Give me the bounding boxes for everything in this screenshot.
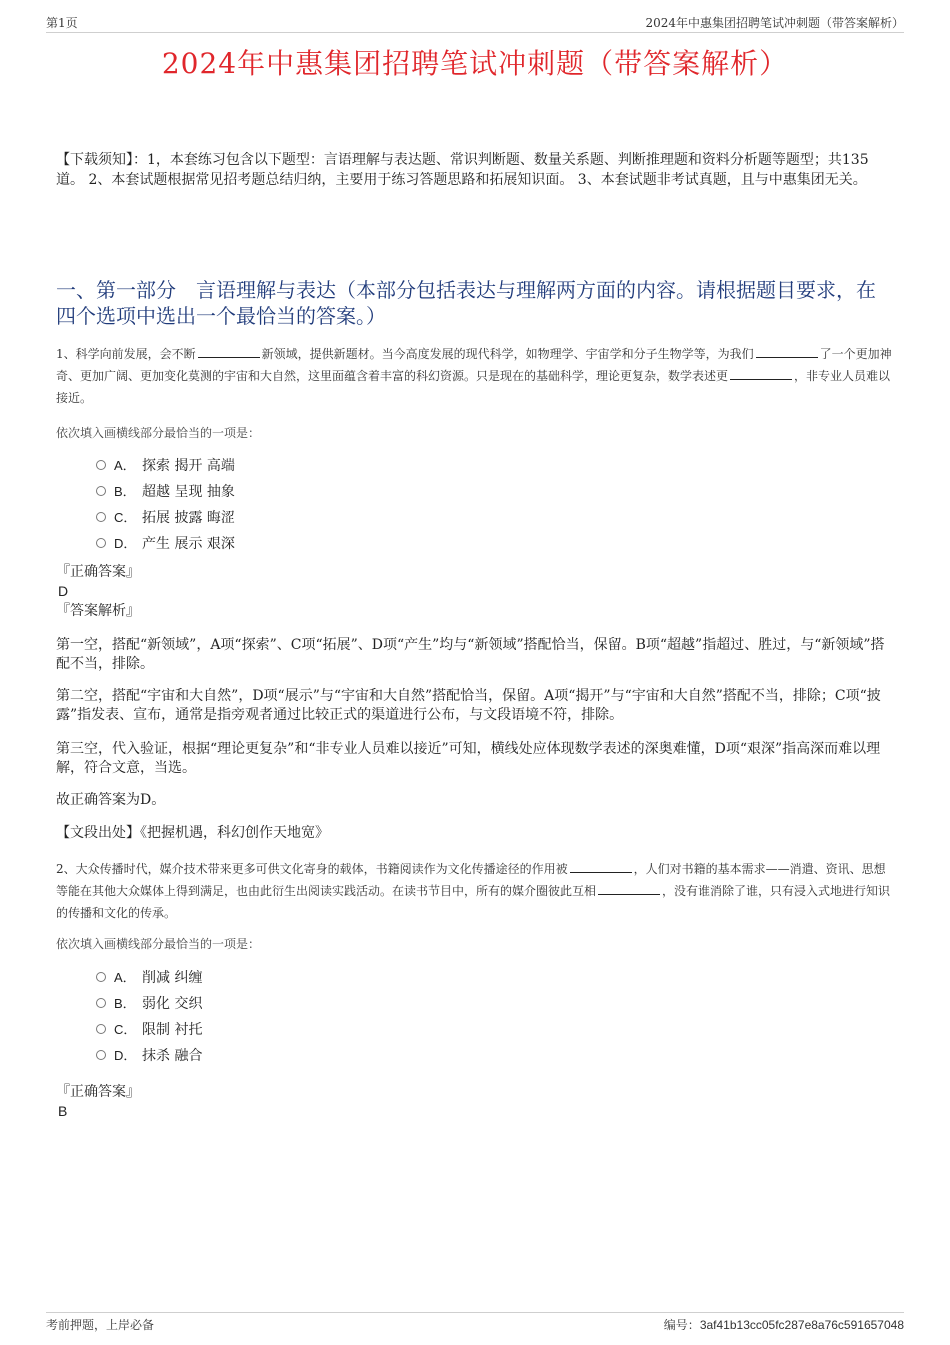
question-1-options <box>96 453 235 557</box>
radio-button-icon[interactable] <box>96 460 106 470</box>
option-c[interactable]: C． 拓展 披露 晦涩 <box>96 505 235 531</box>
radio-button-icon[interactable] <box>96 512 106 522</box>
option-c[interactable]: C． 限制 衬托 <box>96 1017 202 1043</box>
radio-button-icon[interactable] <box>96 486 106 496</box>
q2-segment: ，人们对书籍的基本需求——消遣、资讯、思想等能在其他大众媒体上得到满足，也由此衍生出阅读实践活动。在读书节目中，所有的媒介圈彼此互相 <box>56 862 886 898</box>
analysis-conclusion: 故正确答案为D。 <box>56 792 166 808</box>
question-1-text <box>56 343 894 409</box>
document-code: 编号：3af41b13cc05fc287e8a76c591657048 <box>663 1318 904 1332</box>
radio-button-icon[interactable] <box>96 998 106 1008</box>
fill-blank <box>570 860 632 873</box>
fill-blank <box>730 367 792 380</box>
q1-segment: 了一个更加神奇、更加广阔、更加变化莫测的宇宙和大自然，这里面蕴含着丰富的科幻资源。只是现在的基础科学，理论更复杂，数学表述更 <box>56 347 892 383</box>
correct-answer: B <box>58 1103 68 1119</box>
fill-blank <box>598 882 660 895</box>
correct-answer: D <box>58 583 69 599</box>
section-heading: 一、第一部分 言语理解与表达（本部分包括表达与理解两方面的内容。请根据题目要求，在四个选项中选出一个最恰当的答案。） <box>56 278 876 328</box>
download-notice: 【下载须知】：1，本套练习包含以下题型：言语理解与表达题、常识判断题、数量关系题、判断推理题和资料分析题等题型；共135道。 2、本套试题根据常见招考题总结归纳，主要用于练习答题思路和拓展知识面。 3、本套试题非考试真题，且与中惠集团无关。 <box>56 152 869 188</box>
radio-button-icon[interactable] <box>96 538 106 548</box>
page-number: 第1页 <box>46 16 78 30</box>
q1-segment: 1、科学向前发展，会不断 <box>56 347 196 361</box>
option-b[interactable]: B． 超越 呈现 抽象 <box>96 479 235 505</box>
question-2-instruction: 依次填入画横线部分最恰当的一项是： <box>56 937 261 951</box>
text-source: 【文段出处】《把握机遇，科幻创作天地宽》 <box>56 825 329 841</box>
question-1-instruction: 依次填入画横线部分最恰当的一项是： <box>56 426 261 440</box>
question-2-options <box>96 965 202 1069</box>
q2-segment: 2、大众传播时代，媒介技术带来更多可供文化寄身的载体，书籍阅读作为文化传播途径的作用被 <box>56 862 568 876</box>
answer-label: 『正确答案』 <box>56 1084 140 1100</box>
analysis-label: 『答案解析』 <box>56 603 140 619</box>
q2-segment: ，没有谁消除了谁，只有浸入式地进行知识的传播和文化的传承。 <box>56 884 891 920</box>
page-header <box>46 14 904 33</box>
answer-label: 『正确答案』 <box>56 564 140 580</box>
header-doc-title: 2024年中惠集团招聘笔试冲刺题（带答案解析） <box>645 16 904 30</box>
q1-segment: 新领域，提供新题材。当今高度发展的现代科学，如物理学、宇宙学和分子生物学等，为我们 <box>261 347 754 361</box>
analysis-paragraph: 第二空，搭配“宇宙和大自然”，D项“展示”与“宇宙和大自然”搭配恰当，保留。A项“揭开”与“宇宙和大自然”搭配不当，排除；C项“披露”指发表、宣布，通常是指旁观者通过比较正式的渠道进行公布，与文段语境不符，排除。 <box>56 688 881 723</box>
option-a[interactable]: A． 削减 纠缠 <box>96 965 202 991</box>
fill-blank <box>756 345 818 358</box>
question-2-text <box>56 858 894 924</box>
analysis-paragraph: 第三空，代入验证，根据“理论更复杂”和“非专业人员难以接近”可知，横线处应体现数学表述的深奥难懂，D项“艰深”指高深而难以理解，符合文意，当选。 <box>56 741 881 776</box>
radio-button-icon[interactable] <box>96 1050 106 1060</box>
analysis-paragraph: 第一空，搭配“新领域”，A项“探索”、C项“拓展”、D项“产生”均与“新领域”搭配恰当，保留。B项“超越”指超过、胜过，与“新领域”搭配不当，排除。 <box>56 637 885 672</box>
radio-button-icon[interactable] <box>96 1024 106 1034</box>
option-a[interactable]: A． 探索 揭开 高端 <box>96 453 235 479</box>
q1-segment: ，非专业人员难以接近。 <box>56 369 891 405</box>
footer-slogan: 考前押题，上岸必备 <box>46 1318 155 1332</box>
option-d[interactable]: D． 产生 展示 艰深 <box>96 531 235 557</box>
option-b[interactable]: B． 弱化 交织 <box>96 991 202 1017</box>
document-title: 2024年中惠集团招聘笔试冲刺题（带答案解析） <box>161 47 789 80</box>
page-footer <box>46 1312 904 1337</box>
fill-blank <box>198 345 260 358</box>
radio-button-icon[interactable] <box>96 972 106 982</box>
option-d[interactable]: D． 抹杀 融合 <box>96 1043 202 1069</box>
